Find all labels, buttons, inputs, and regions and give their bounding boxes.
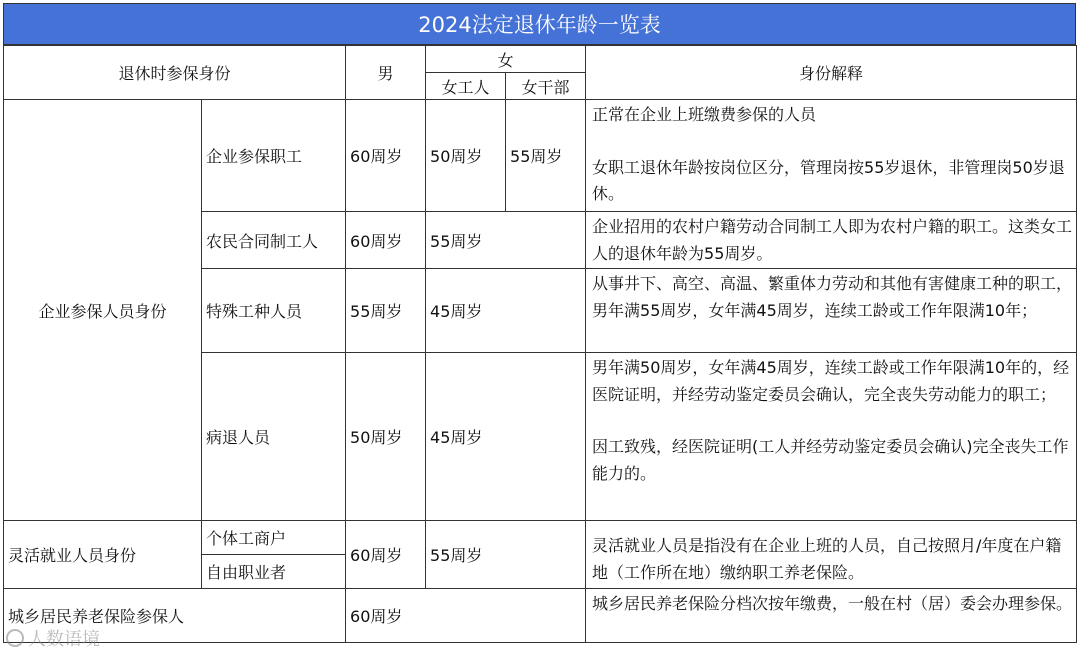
sub-identity: 个体工商户 <box>202 521 346 555</box>
explanation-cell <box>586 353 1077 521</box>
sub-identity: 病退人员 <box>202 353 346 521</box>
female-cadre-age: 55周岁 <box>506 100 586 212</box>
explanation-text: 男年满50周岁，女年满45周岁，连续工龄或工作年限满10年的，经医院证明，并经劳动鉴定委员会确认，完全丧失劳动能力的职工； <box>592 358 1070 404</box>
explanation-text: 城乡居民养老保险分档次按年缴费，一般在村（居）委会办理参保。 <box>592 594 1073 613</box>
male-age: 60周岁 <box>346 521 426 589</box>
female-age: 55周岁 <box>426 521 586 589</box>
explanation-cell <box>586 212 1077 269</box>
watermark-text: 人数语境 <box>28 629 100 650</box>
explanation-cell <box>586 589 1077 643</box>
male-age: 50周岁 <box>346 353 426 521</box>
male-age: 60周岁 <box>346 100 426 212</box>
table-row <box>4 100 1077 212</box>
header-identity: 退休时参保身份 <box>4 46 346 100</box>
female-age: 45周岁 <box>426 353 586 521</box>
table-row <box>4 521 1077 555</box>
header-female: 女 <box>426 46 586 73</box>
explanation-text: 因工致残，经医院证明(工人并经劳动鉴定委员会确认)完全丧失工作能力的。 <box>592 437 1069 483</box>
female-worker-age: 50周岁 <box>426 100 506 212</box>
header-female-cadre: 女干部 <box>506 73 586 100</box>
explanation-text: 正常在企业上班缴费参保的人员 <box>592 105 817 124</box>
header-female-worker: 女工人 <box>426 73 506 100</box>
watermark-logo-icon <box>6 629 24 647</box>
group-flexible: 灵活就业人员身份 <box>4 521 202 589</box>
sub-identity: 企业参保职工 <box>202 100 346 212</box>
male-age: 60周岁 <box>346 589 586 643</box>
explanation-text: 灵活就业人员是指没有在企业上班的人员，自己按照月/年度在户籍地（工作所在地）缴纳职工养老保险。 <box>592 536 1062 582</box>
explanation-cell <box>586 521 1077 589</box>
retirement-age-table <box>3 45 1077 643</box>
table-row <box>4 589 1077 643</box>
male-age: 55周岁 <box>346 269 426 353</box>
group-enterprise: 企业参保人员身份 <box>4 100 202 521</box>
female-age: 55周岁 <box>426 212 586 269</box>
explanation-cell <box>586 269 1077 353</box>
watermark <box>6 626 100 650</box>
explanation-cell <box>586 100 1077 212</box>
male-age: 60周岁 <box>346 212 426 269</box>
table-title: 2024法定退休年龄一览表 <box>3 3 1076 45</box>
group-rural: 城乡居民养老保险参保人 <box>4 589 346 643</box>
header-male: 男 <box>346 46 426 100</box>
sub-identity: 特殊工种人员 <box>202 269 346 353</box>
explanation-text: 从事井下、高空、高温、繁重体力劳动和其他有害健康工种的职工，男年满55周岁，女年满45周岁，连续工龄或工作年限满10年； <box>592 274 1073 320</box>
sub-identity: 自由职业者 <box>202 555 346 589</box>
explanation-text: 企业招用的农村户籍劳动合同制工人即为农村户籍的职工。这类女工人的退休年龄为55周岁。 <box>592 217 1073 263</box>
header-explanation: 身份解释 <box>586 46 1077 100</box>
sub-identity: 农民合同制工人 <box>202 212 346 269</box>
female-age: 45周岁 <box>426 269 586 353</box>
explanation-text: 女职工退休年龄按岗位区分，管理岗按55岁退休，非管理岗50岁退休。 <box>592 157 1065 203</box>
